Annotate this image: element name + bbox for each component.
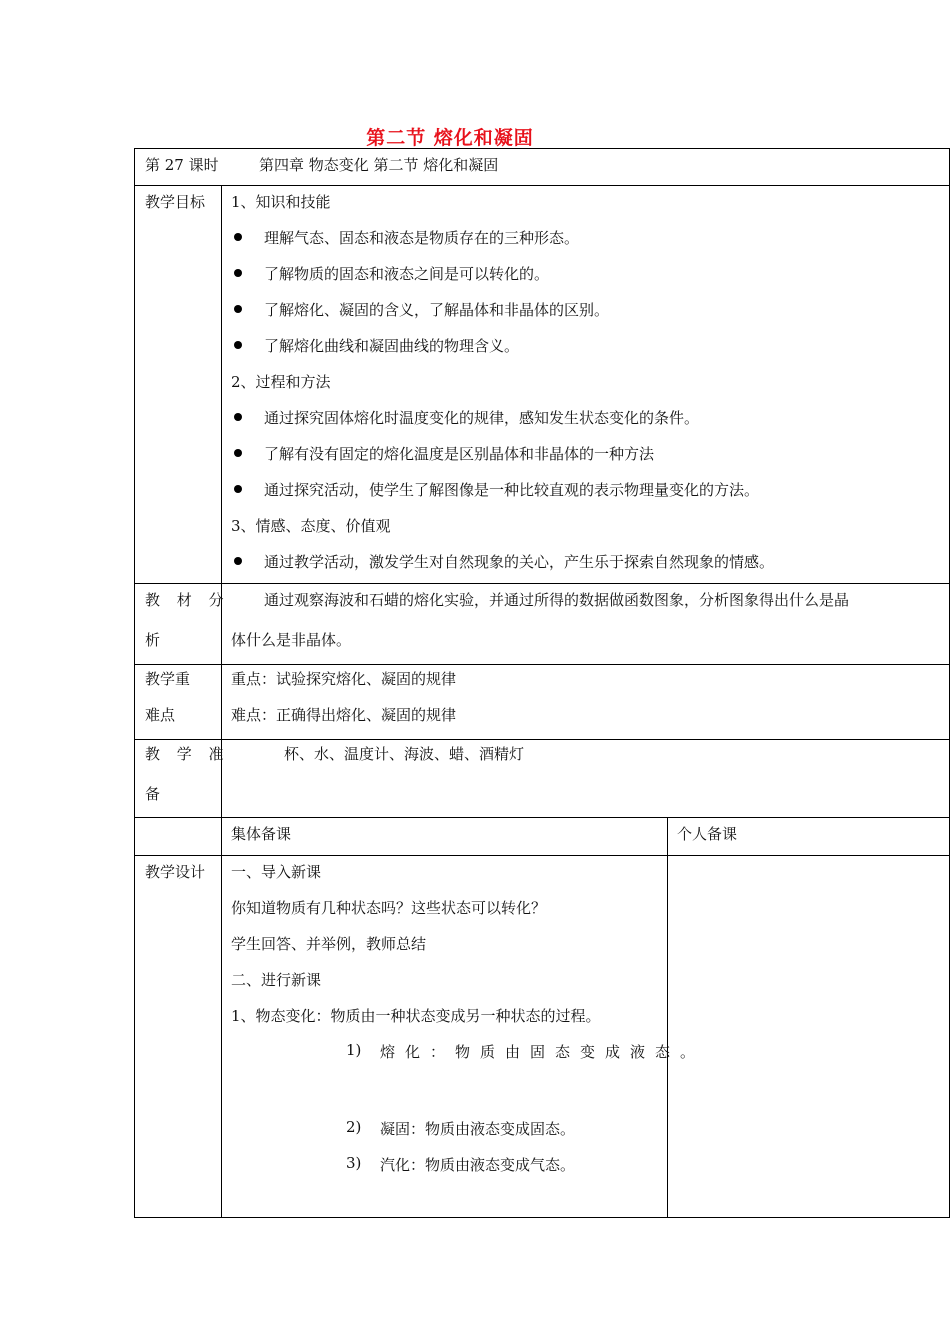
bullet-icon [234,557,242,565]
prep-row [134,740,950,818]
bullet-icon [234,449,242,457]
prep-content-cell [222,740,949,817]
analysis-text-line2: 体什么是非晶体。 [231,631,352,649]
question-text: 你知道物质有几种状态吗？这些状态可以转化？ [231,899,547,917]
list-item-text: 熔化：物质由固态变成液态。 [380,1043,706,1061]
objective-item: 了解有没有固定的熔化温度是区别晶体和非晶体的一种方法 [264,445,655,463]
section-heading: 2、过程和方法 [231,373,331,391]
bullet-icon [234,233,242,241]
design-content-cell [222,856,706,1217]
group-plan-label: 集体备课 [231,825,292,843]
list-item-number: 2) [346,1118,362,1136]
analysis-row [134,584,950,665]
lesson-number: 第 27 课时 [145,156,219,174]
section-heading: 1、知识和技能 [231,193,331,211]
objectives-content-cell [222,185,949,583]
analysis-label-cell [135,584,230,664]
list-item-text: 汽化：物质由液态变成气态。 [380,1156,576,1174]
objective-item: 通过教学活动，激发学生对自然现象的关心，产生乐于探索自然现象的情感。 [264,553,775,571]
objective-item: 了解物质的固态和液态之间是可以转化的。 [264,265,550,283]
prep-label-line2: 备 [145,785,161,803]
design-row [134,856,950,1218]
personal-plan-header-cell [668,818,949,855]
prep-items: 杯、水、温度计、海波、蜡、酒精灯 [284,745,525,763]
group-plan-header-cell [222,818,668,855]
objective-item: 了解熔化曲线和凝固曲线的物理含义。 [264,337,520,355]
bullet-icon [234,341,242,349]
key-points-label-line2: 难点 [145,706,176,724]
personal-plan-cell [668,856,949,1217]
objective-item: 通过探究活动，使学生了解图像是一种比较直观的表示物理量变化的方法。 [264,481,760,499]
section-heading: 3、情感、态度、价值观 [231,517,391,535]
analysis-label-line2: 析 [145,631,161,649]
lesson-header-row [134,148,950,186]
chapter-info: 第四章 物态变化 第二节 熔化和凝固 [259,156,499,174]
list-item-number: 1) [346,1041,362,1059]
plan-header-row [134,818,950,856]
key-points-row [134,665,950,740]
objectives-row [134,185,950,584]
key-points-label-line1: 教学重 [145,670,191,688]
page-title: 第二节 熔化和凝固 [366,127,534,149]
objective-item: 理解气态、固态和液态是物质存在的三种形态。 [264,229,580,247]
bullet-icon [234,413,242,421]
plan-header-empty-cell [135,818,222,855]
bullet-icon [234,305,242,313]
key-points-label-cell [135,665,222,739]
bullet-icon [234,485,242,493]
definition-text: 1、物态变化：物质由一种状态变成另一种状态的过程。 [231,1007,601,1025]
personal-plan-label: 个人备课 [677,825,738,843]
objective-item: 通过探究固体熔化时温度变化的规律，感知发生状态变化的条件。 [264,409,700,427]
prep-label-cell [135,740,230,817]
objectives-label: 教学目标 [145,193,206,211]
bullet-icon [234,269,242,277]
design-label: 教学设计 [145,863,206,881]
focus-point: 重点：试验探究熔化、凝固的规律 [231,670,457,688]
section-heading: 一、导入新课 [231,863,322,881]
objective-item: 了解熔化、凝固的含义，了解晶体和非晶体的区别。 [264,301,610,319]
prep-label-line1: 教 学 准 [145,745,230,763]
difficulty-point: 难点：正确得出熔化、凝固的规律 [231,706,457,724]
analysis-label-line1: 教 材 分 [145,591,230,609]
section-heading: 二、进行新课 [231,971,322,989]
list-item-text: 凝固：物质由液态变成固态。 [380,1120,576,1138]
design-label-cell [135,856,222,1217]
answer-text: 学生回答、并举例，教师总结 [231,935,427,953]
analysis-text-line1: 通过观察海波和石蜡的熔化实验，并通过所得的数据做函数图象，分析图象得出什么是晶 [264,591,850,609]
objectives-label-cell [135,185,222,583]
list-item-number: 3) [346,1154,362,1172]
key-points-content-cell [222,665,949,739]
analysis-content-cell [222,584,949,664]
